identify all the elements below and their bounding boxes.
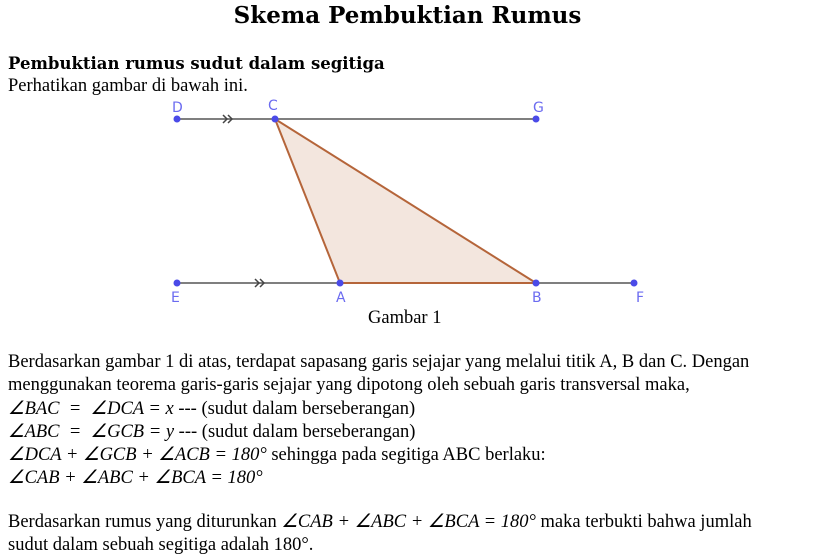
- triangle-abc: [275, 119, 536, 283]
- equation-line: [8, 421, 415, 443]
- conclusion-text: maka terbukti bahwa jumlah: [535, 512, 752, 532]
- equation-math: ∠DCA + ∠GCB + ∠ACB = 180°: [8, 445, 267, 465]
- point-e: [174, 280, 181, 287]
- conclusion-line-2: sudut dalam sebuah segitiga adalah 180°.: [8, 535, 314, 555]
- section-heading: Pembuktian rumus sudut dalam segitiga: [8, 54, 385, 73]
- label-a: A: [336, 290, 346, 306]
- point-a: [337, 280, 344, 287]
- label-b: B: [532, 290, 542, 306]
- equation-math: ∠ABC = ∠GCB = y: [8, 422, 175, 442]
- paragraph-line: Berdasarkan gambar 1 di atas, terdapat sapasang garis sejajar yang melalui titik A, B dan C. Dengan: [8, 352, 750, 372]
- conclusion-math: ∠CAB + ∠ABC + ∠BCA = 180°: [281, 512, 536, 532]
- conclusion-text: Berdasarkan rumus yang diturunkan: [8, 512, 282, 532]
- equation-line: [8, 467, 263, 489]
- equation-note: --- (sudut dalam berseberangan): [174, 422, 416, 442]
- point-f: [631, 280, 638, 287]
- point-g: [533, 116, 540, 123]
- intro-text: Perhatikan gambar di bawah ini.: [8, 76, 248, 96]
- conclusion-line: [8, 511, 752, 533]
- equation-note: --- (sudut dalam berseberangan): [173, 399, 416, 419]
- point-b: [533, 280, 540, 287]
- label-d: D: [172, 100, 183, 116]
- paragraph-line: menggunakan teorema garis-garis sejajar yang dipotong oleh sebuah garis transversal maka,: [8, 375, 690, 395]
- point-c: [272, 116, 279, 123]
- figure-caption: Gambar 1: [368, 308, 442, 328]
- equation-line: [8, 398, 415, 420]
- label-e: E: [171, 290, 180, 306]
- page-title: Skema Pembuktian Rumus: [233, 2, 582, 29]
- equation-line: [8, 444, 546, 466]
- equation-math: ∠CAB + ∠ABC + ∠BCA = 180°: [8, 468, 263, 488]
- equation-note: sehingga pada segitiga ABC berlaku:: [266, 445, 546, 465]
- label-g: G: [533, 100, 544, 116]
- label-f: F: [636, 290, 645, 306]
- point-d: [174, 116, 181, 123]
- label-c: C: [268, 98, 278, 114]
- equation-math: ∠BAC = ∠DCA = x: [8, 399, 174, 419]
